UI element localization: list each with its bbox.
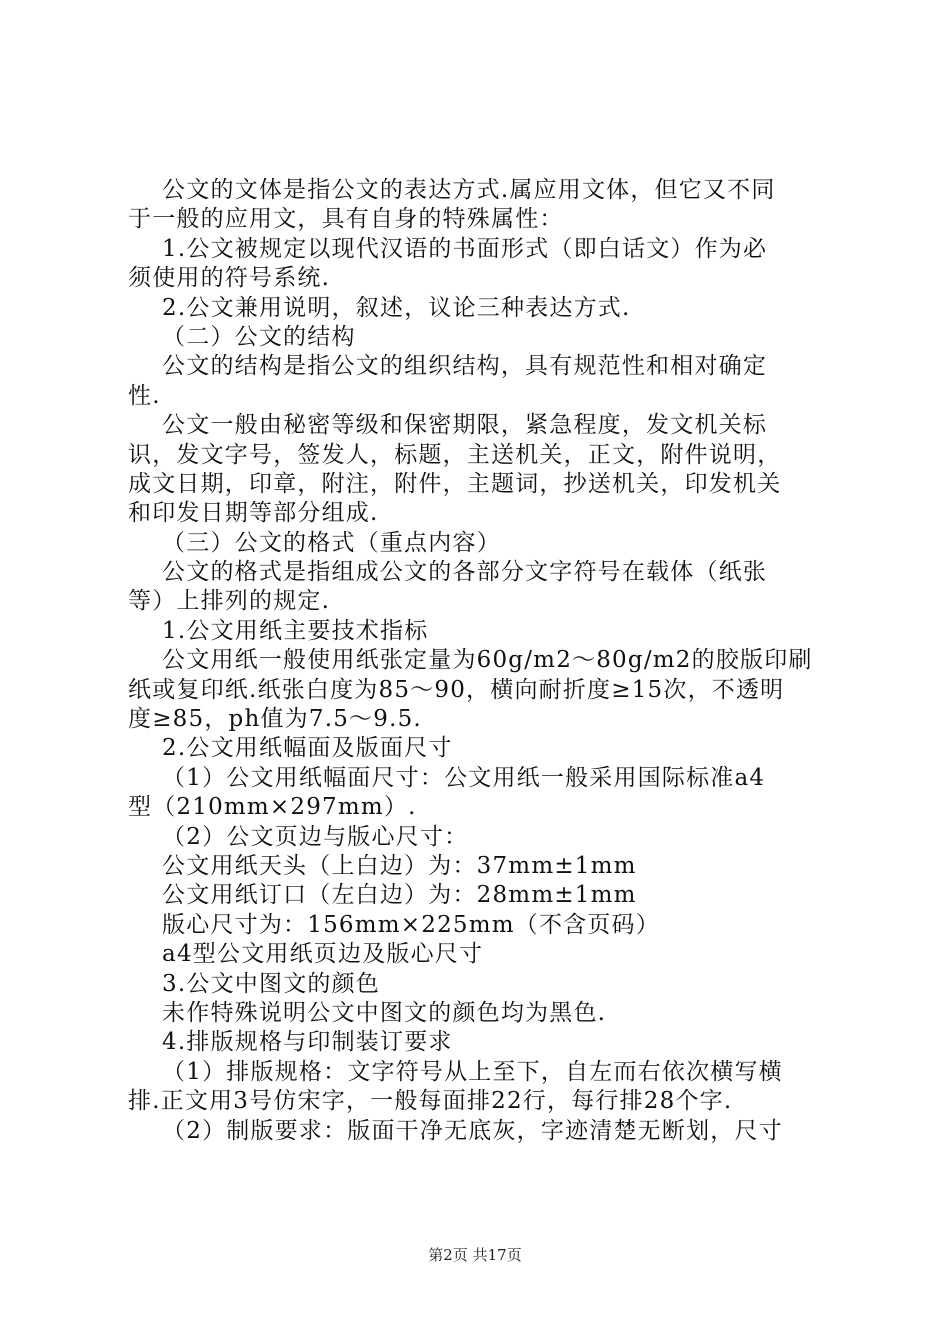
text-line: 版心尺寸为：156mm×225mm（不含页码） [128,911,660,938]
text-line: 4.排版规格与印制装订要求 [128,1029,453,1056]
text-line: 公文的结构是指公文的组织结构，具有规范性和相对确定 [128,353,768,380]
text-line: 公文的格式是指组成公文的各部分文字符号在载体（纸张 [128,559,768,586]
text-line: （二）公文的结构 [128,323,356,350]
text-line: 等）上排列的规定. [128,588,331,615]
text-line: 成文日期，印章，附注，附件，主题词，抄送机关，印发机关 [128,470,782,497]
text-line: 公文用纸一般使用纸张定量为60g/m2～80g/m2的胶版印刷 [128,647,813,674]
text-line: （2）公文页边与版心尺寸： [128,823,469,850]
text-line: a4型公文用纸页边及版心尺寸 [128,941,484,968]
document-body [128,176,832,1146]
text-line: 公文一般由秘密等级和保密期限，紧急程度，发文机关标 [128,412,768,439]
text-line: 型（210mm×297mm）. [128,794,417,821]
text-line: 须使用的符号系统. [128,265,331,292]
text-line: 1.公文用纸主要技术指标 [128,617,429,644]
text-line: 于一般的应用文，具有自身的特殊属性： [128,206,564,233]
text-line: 2.公文用纸幅面及版面尺寸 [128,735,453,762]
text-line: 识，发文字号，签发人，标题，主送机关，正文，附件说明， [128,441,782,468]
text-line: 性. [128,382,161,409]
text-line: （1）排版规格：文字符号从上至下，自左而右依次横写横 [128,1058,783,1085]
text-line: 1.公文被规定以现代汉语的书面形式（即白话文）作为必 [128,235,768,262]
text-line: 公文的文体是指公文的表达方式.属应用文体，但它又不同 [128,177,776,203]
text-line: 3.公文中图文的颜色 [128,970,380,997]
text-line: 未作特殊说明公文中图文的颜色均为黑色. [128,999,607,1026]
text-line: 公文用纸天头（上白边）为：37mm±1mm [128,852,637,879]
text-line: 2.公文兼用说明，叙述，议论三种表达方式. [128,294,631,321]
text-line: （三）公文的格式（重点内容） [128,529,501,556]
text-line: 和印发日期等部分组成. [128,500,379,527]
text-line: （2）制版要求：版面干净无底灰，字迹清楚无断划，尺寸 [128,1117,783,1144]
text-line: 公文用纸订口（左白边）为：28mm±1mm [128,882,637,909]
text-line: 度≥85，ph值为7.5～9.5. [128,706,422,733]
text-line: （1）公文用纸幅面尺寸：公文用纸一般采用国际标准a4 [128,764,766,791]
page-footer: 第2页 共17页 [428,1246,522,1264]
text-line: 纸或复印纸.纸张白度为85～90，横向耐折度≥15次，不透明 [128,676,785,703]
text-line: 排.正文用3号仿宋字，一般每面排22行，每行排28个字. [128,1088,733,1115]
